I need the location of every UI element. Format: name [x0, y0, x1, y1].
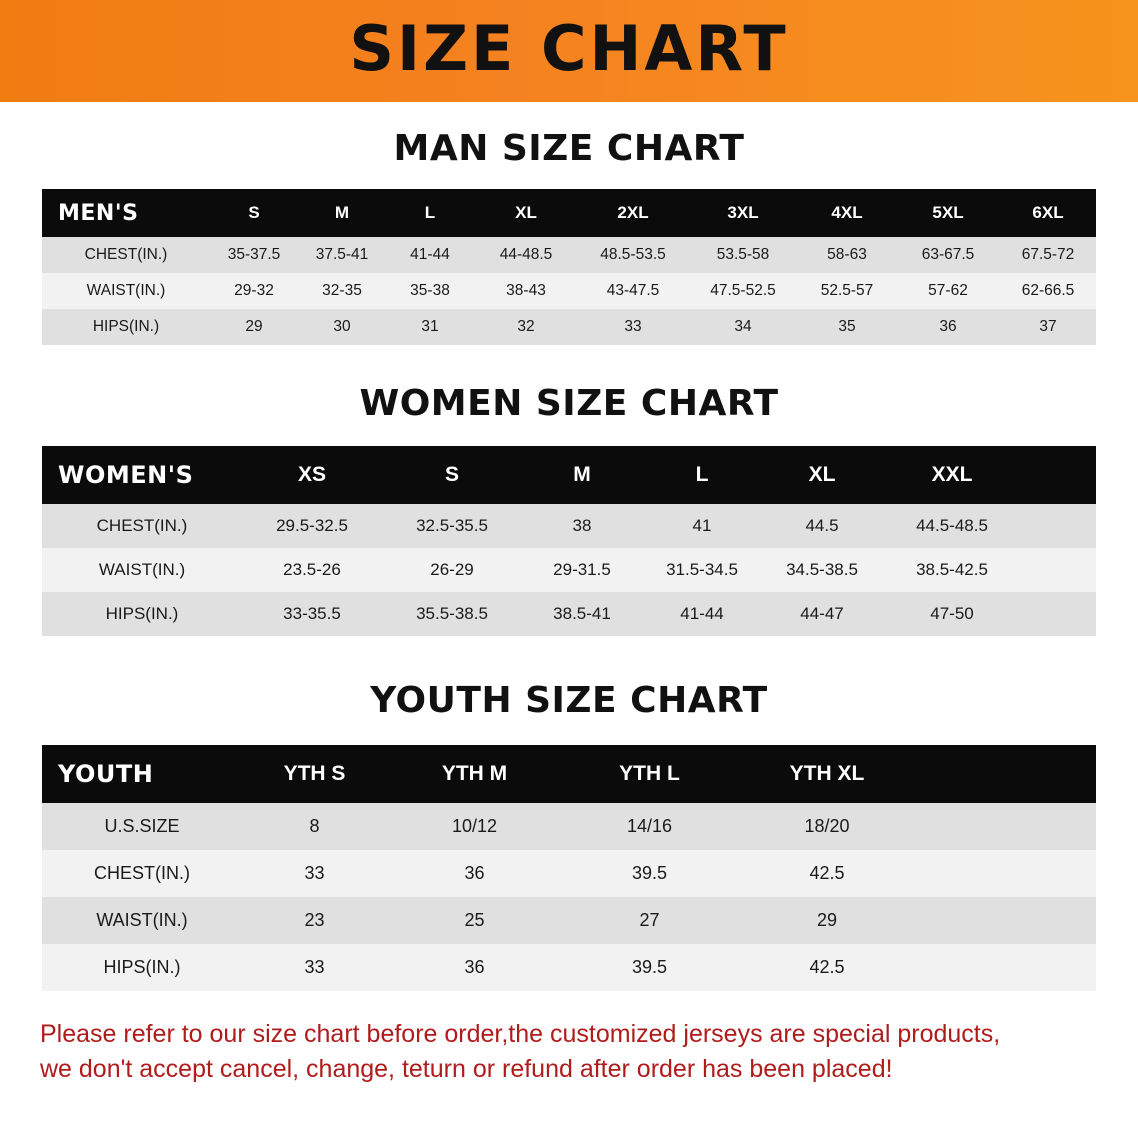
table-cell: 36	[464, 957, 485, 977]
row-label: WAIST(IN.)	[98, 560, 186, 579]
table-cell: 10/12	[451, 816, 498, 836]
row-label: CHEST(IN.)	[94, 863, 190, 883]
table-cell: 32.5-35.5	[416, 516, 488, 535]
table-cell	[1022, 504, 1096, 548]
row-label: WAIST(IN.)	[86, 282, 166, 299]
table-header-cell: YOUTH	[58, 760, 154, 788]
table-cell: 44-48.5	[499, 246, 553, 263]
table-row	[42, 803, 1096, 850]
table-header-cell: XL	[808, 463, 836, 486]
table-cell: 42.5	[809, 957, 845, 977]
table-header-cell: YTH M	[441, 762, 508, 785]
table-cell: 41-44	[410, 246, 450, 263]
table-header-cell: YTH XL	[789, 762, 865, 785]
table-cell: 67.5-72	[1021, 246, 1075, 263]
table-cell: 62-66.5	[1021, 282, 1075, 299]
table-cell: 31	[421, 318, 439, 335]
table-cell: 23	[304, 910, 325, 930]
table-cell	[1022, 592, 1096, 636]
table-cell: 37	[1039, 318, 1057, 335]
table-header-cell: S	[444, 463, 459, 486]
table-header-cell: WOMEN'S	[58, 461, 194, 489]
table-cell: 35.5-38.5	[416, 604, 488, 623]
table-row	[42, 309, 1096, 345]
table-cell: 33	[624, 318, 642, 335]
table-cell: 58-63	[827, 246, 867, 263]
table-cell: 27	[639, 910, 660, 930]
table-cell: 29	[816, 910, 838, 930]
table-cell: 23.5-26	[283, 560, 341, 579]
table-header-cell: M	[573, 463, 591, 486]
table-cell: 35-37.5	[227, 246, 281, 263]
table-cell: 35	[838, 318, 856, 335]
table-header-row	[42, 745, 1096, 803]
women-section-title: WOMEN SIZE CHART	[359, 383, 779, 424]
table-cell: 42.5	[809, 863, 845, 883]
policy-note-line-2: we don't accept cancel, change, teturn or refund after order has been placed!	[40, 1054, 893, 1083]
table-cell	[1022, 548, 1096, 592]
table-cell: 57-62	[928, 282, 968, 299]
table-cell: 44.5-48.5	[916, 516, 988, 535]
table-header-cell: YTH S	[283, 762, 346, 785]
table-cell: 29-31.5	[553, 560, 611, 579]
table-header-cell: L	[424, 203, 436, 222]
table-cell: 34.5-38.5	[786, 560, 858, 579]
table-header-cell: XL	[515, 203, 537, 222]
table-row	[42, 548, 1096, 592]
table-cell: 36	[939, 318, 957, 335]
policy-note	[40, 1017, 1098, 1086]
table-cell: 8	[309, 816, 320, 836]
table-header-cell: M	[334, 203, 350, 222]
row-label: HIPS(IN.)	[103, 957, 181, 977]
row-label: WAIST(IN.)	[96, 910, 188, 930]
table-cell: 44-47	[800, 604, 844, 623]
table-header-cell: 4XL	[831, 203, 863, 222]
table-cell: 63-67.5	[921, 246, 975, 263]
women-table-wrap	[0, 446, 1138, 636]
policy-note-line-1: Please refer to our size chart before order,the customized jerseys are special products,	[40, 1020, 1001, 1048]
men-size-table	[42, 189, 1096, 345]
table-cell: 48.5-53.5	[600, 246, 666, 263]
table-cell: 38.5-42.5	[916, 560, 988, 579]
youth-table-wrap	[0, 745, 1138, 991]
table-cell: 36	[464, 863, 485, 883]
table-cell	[917, 897, 1096, 944]
table-header-cell	[1022, 446, 1096, 504]
table-cell: 29.5-32.5	[276, 516, 348, 535]
table-cell	[917, 803, 1096, 850]
table-header-row	[42, 446, 1096, 504]
table-cell: 38-43	[506, 282, 546, 299]
table-header-cell: YTH L	[619, 762, 680, 785]
table-cell: 32-35	[322, 282, 362, 299]
table-cell: 14/16	[626, 816, 673, 836]
table-cell: 53.5-58	[716, 246, 770, 263]
banner-title: SIZE CHART	[349, 12, 789, 85]
table-cell: 44.5	[805, 516, 839, 535]
man-section-title: MAN SIZE CHART	[393, 128, 745, 169]
youth-section-title: YOUTH SIZE CHART	[370, 680, 768, 721]
table-header-cell: L	[695, 463, 709, 486]
table-cell: 43-47.5	[606, 282, 660, 299]
row-label: HIPS(IN.)	[105, 604, 179, 623]
table-cell: 34	[734, 318, 752, 335]
table-cell: 32	[517, 318, 535, 335]
table-cell: 31.5-34.5	[666, 560, 738, 579]
table-header-cell: 5XL	[932, 203, 964, 222]
table-header-cell: 3XL	[727, 203, 759, 222]
table-cell: 38	[572, 516, 592, 535]
table-cell: 33	[304, 957, 325, 977]
table-header-row	[42, 189, 1096, 237]
banner	[0, 0, 1138, 102]
table-cell: 25	[464, 910, 485, 930]
table-header-cell: 6XL	[1032, 203, 1064, 222]
table-header-cell: XXL	[931, 463, 973, 486]
table-header-cell: MEN'S	[58, 200, 139, 226]
table-cell: 41	[692, 516, 712, 535]
row-label: HIPS(IN.)	[92, 318, 160, 335]
table-cell: 33	[304, 863, 325, 883]
table-row	[42, 273, 1096, 309]
table-cell: 30	[333, 318, 351, 335]
table-cell: 35-38	[410, 282, 450, 299]
man-table-wrap	[0, 189, 1138, 345]
table-header-cell: XS	[297, 463, 326, 486]
table-cell: 33-35.5	[283, 604, 341, 623]
table-cell: 47.5-52.5	[710, 282, 776, 299]
table-cell: 18/20	[804, 816, 850, 836]
table-cell	[917, 850, 1096, 897]
table-header-cell: 2XL	[617, 203, 649, 222]
table-cell: 52.5-57	[820, 282, 874, 299]
table-header-cell: S	[248, 203, 260, 222]
table-row	[42, 944, 1096, 991]
row-label: CHEST(IN.)	[96, 516, 188, 535]
table-cell: 29	[245, 318, 263, 335]
table-row	[42, 850, 1096, 897]
row-label: CHEST(IN.)	[84, 246, 168, 263]
table-row	[42, 592, 1096, 636]
table-cell: 47-50	[930, 604, 974, 623]
table-cell: 39.5	[631, 957, 668, 977]
table-cell: 41-44	[680, 604, 724, 623]
table-cell: 39.5	[631, 863, 668, 883]
row-label: U.S.SIZE	[104, 816, 180, 836]
youth-size-table	[42, 745, 1096, 991]
table-row	[42, 504, 1096, 548]
table-row	[42, 897, 1096, 944]
table-cell: 38.5-41	[553, 604, 611, 623]
table-cell: 29-32	[234, 282, 274, 299]
table-row	[42, 237, 1096, 273]
table-cell: 37.5-41	[315, 246, 369, 263]
table-cell	[917, 944, 1096, 991]
table-cell: 26-29	[430, 560, 474, 579]
table-header-cell	[917, 745, 1096, 803]
women-size-table	[42, 446, 1096, 636]
